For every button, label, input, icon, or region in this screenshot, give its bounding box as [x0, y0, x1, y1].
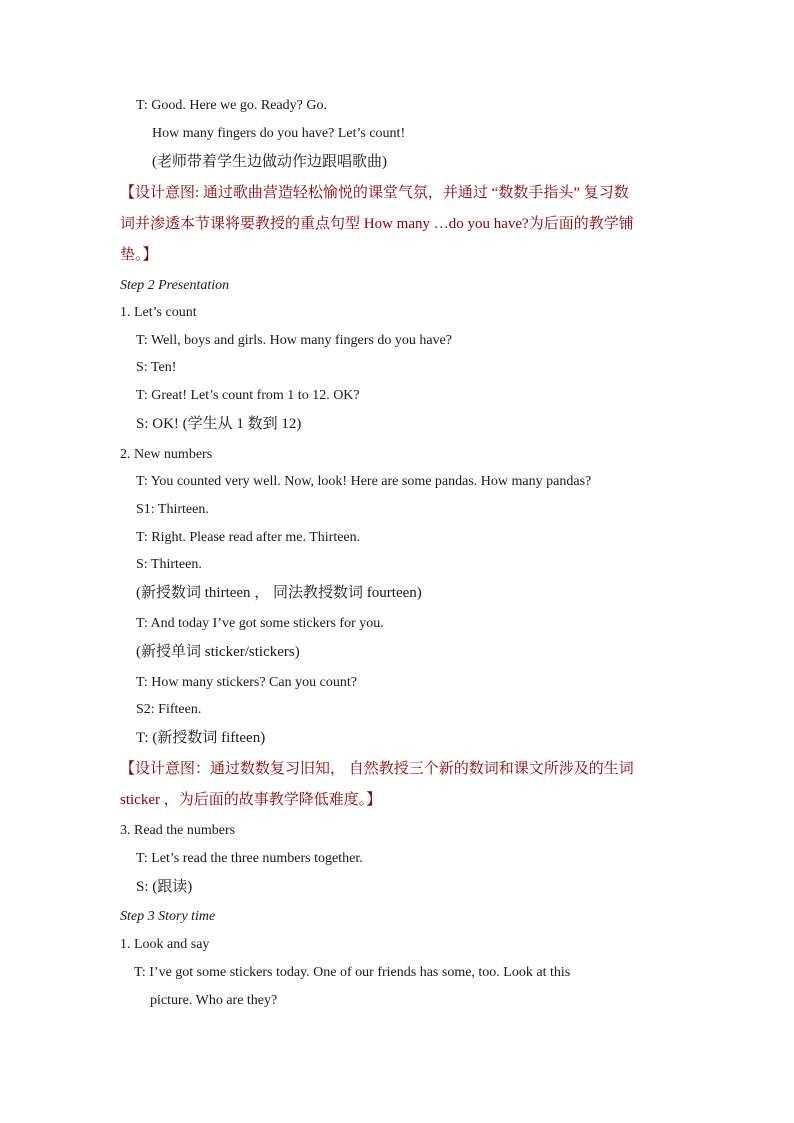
dialogue-line: T: And today I’ve got some stickers for you.	[136, 616, 384, 631]
design-intent: sticker ，为后面的故事教学降低难度。】	[120, 792, 382, 808]
dialogue-line: picture. Who are they?	[150, 993, 278, 1008]
dialogue-line: S2: Fifteen.	[136, 702, 202, 717]
dialogue-line: T: Great! Let’s count from 1 to 12. OK?	[136, 388, 360, 403]
stage-direction: (新授单词 sticker/stickers)	[136, 644, 300, 660]
section-item: 3. Read the numbers	[120, 823, 236, 838]
dialogue-line: S: (跟读)	[136, 879, 193, 895]
step-heading: Step 2 Presentation	[120, 278, 230, 293]
design-intent: 垫。】	[120, 247, 158, 263]
dialogue-line: How many fingers do you have? Let’s count!	[152, 126, 406, 141]
dialogue-line: T: How many stickers? Can you count?	[136, 675, 357, 690]
dialogue-line: T: Well, boys and girls. How many fingers do you have?	[136, 333, 452, 348]
section-item: 2. New numbers	[120, 447, 213, 462]
dialogue-line: S1: Thirteen.	[136, 502, 209, 517]
dialogue-line: T: You counted very well. Now, look! Here are some pandas. How many pandas?	[136, 474, 592, 489]
dialogue-line: S: OK! (学生从 1 数到 12)	[136, 416, 302, 432]
dialogue-line: T: Good. Here we go. Ready? Go.	[136, 98, 327, 113]
stage-direction: (新授数词 thirteen ， 同法教授数词 fourteen)	[136, 585, 422, 601]
dialogue-line: T: (新授数词 fifteen)	[136, 730, 266, 746]
dialogue-line: T: Let’s read the three numbers together.	[136, 851, 363, 866]
step-heading: Step 3 Story time	[120, 909, 216, 924]
section-item: 1. Look and say	[120, 937, 210, 952]
dialogue-line: T: I’ve got some stickers today. One of our friends has some, too. Look at this	[134, 965, 571, 980]
dialogue-line: S: Thirteen.	[136, 557, 202, 572]
design-intent: 词并渗透本节课将要教授的重点句型 How many …do you have?为后面的教学铺	[120, 216, 634, 232]
section-item: 1. Let’s count	[120, 305, 197, 320]
dialogue-line: T: Right. Please read after me. Thirteen.	[136, 530, 361, 545]
dialogue-line: S: Ten!	[136, 360, 177, 375]
stage-direction: (老师带着学生边做动作边跟唱歌曲)	[152, 154, 387, 170]
design-intent: 【设计意图：通过数数复习旧知， 自然教授三个新的数词和课文所涉及的生词	[120, 761, 634, 777]
design-intent: 【设计意图: 通过歌曲营造轻松愉悦的课堂气氛，并通过 “数数手指头” 复习数	[120, 185, 629, 201]
